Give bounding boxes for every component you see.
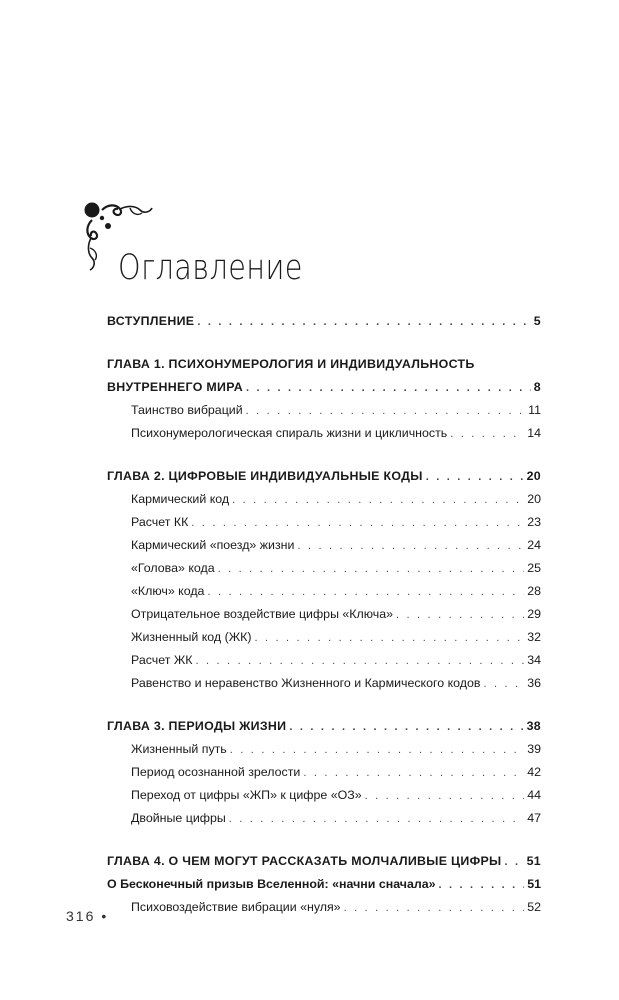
toc-item[interactable] [107,603,541,626]
toc-page-number: 47 [527,811,541,825]
page-title: Оглавление [118,248,303,288]
toc-entry-label: Отрицательное воздействие цифры «Ключа» [131,607,394,621]
dot-leader [450,423,524,446]
toc-entry-label: Равенство и неравенство Жизненного и Кармического кодов [131,676,481,690]
toc-page-number: 14 [527,426,541,440]
toc-item[interactable] [107,807,541,830]
toc-item[interactable] [107,672,541,695]
toc-entry-label: Переход от цифры «ЖП» к цифре «ОЗ» [131,788,362,802]
toc-page-number: 51 [526,854,541,868]
toc-page-number: 23 [527,515,541,529]
toc-intro[interactable] [107,310,541,333]
toc-entry-label: ГЛАВА 4. О ЧЕМ МОГУТ РАССКАЗАТЬ МОЛЧАЛИВЫЕ ЦИФРЫ [107,854,502,868]
toc-entry-label: ГЛАВА 3. ПЕРИОДЫ ЖИЗНИ [107,719,287,733]
toc-page-number: 38 [526,719,541,733]
dot-leader [196,650,525,673]
dot-leader [246,400,525,423]
toc-page-number: 29 [527,607,541,621]
toc-page-number: 42 [527,765,541,779]
dot-leader [191,512,524,535]
dot-leader [297,535,524,558]
dot-leader [255,627,525,650]
toc-page-number: 5 [533,314,541,328]
dot-leader [246,377,531,400]
toc-item[interactable] [107,511,541,534]
dot-leader [218,558,525,581]
toc-page-number: 24 [527,538,541,552]
toc-entry-label: Период осознанной зрелости [131,765,301,779]
toc-item[interactable] [107,896,541,919]
toc-page-number: 32 [527,630,541,644]
dot-leader [230,739,524,762]
dot-leader [439,874,525,897]
toc-entry-label: Таинство вибраций [131,403,243,417]
toc-entry-label: Психовоздействие вибрации «нуля» [131,900,341,914]
dot-leader [303,762,524,785]
dot-leader [365,785,525,808]
toc-entry-label: «Голова» кода [131,561,215,575]
toc-item[interactable] [107,784,541,807]
toc-page-number: 11 [528,403,541,417]
toc-chapter-1[interactable] [107,376,541,399]
toc-item[interactable] [107,761,541,784]
toc-item[interactable] [107,422,541,445]
toc-item[interactable] [107,399,541,422]
toc-item[interactable] [107,488,541,511]
toc-entry-label: ВНУТРЕННЕГО МИРА [107,380,243,394]
toc-chapter-3[interactable] [107,715,541,738]
toc-entry-label: ВСТУПЛЕНИЕ [107,314,195,328]
toc-chapter-1-title-line-1[interactable]: ГЛАВА 1. ПСИХОНУМЕРОЛОГИЯ И ИНДИВИДУАЛЬНОСТЬ [107,357,475,371]
table-of-contents [107,310,541,919]
toc-page-number: 25 [527,561,541,575]
toc-item[interactable] [107,626,541,649]
toc-chapter-2[interactable] [107,465,541,488]
toc-entry-label: ГЛАВА 2. ЦИФРОВЫЕ ИНДИВИДУАЛЬНЫЕ КОДЫ [107,469,423,483]
dot-leader [396,604,524,627]
toc-chapter-4[interactable] [107,850,541,873]
toc-entry-label: Жизненный код (ЖК) [131,630,252,644]
dot-leader [504,851,523,874]
dot-leader [207,581,524,604]
dot-leader [289,716,523,739]
toc-item[interactable] [107,580,541,603]
toc-entry-label: Жизненный путь [131,742,227,756]
toc-item-bold[interactable] [107,873,541,896]
toc-page-number: 44 [527,788,541,802]
toc-page-number: 20 [527,492,541,506]
toc-entry-label: Кармический «поезд» жизни [131,538,295,552]
toc-page-number: 39 [527,742,541,756]
bullet-icon: • [101,908,109,924]
toc-entry-label: Расчет КК [131,515,189,529]
toc-entry-label: Расчет ЖК [131,653,193,667]
toc-page-number: 52 [527,900,541,914]
toc-entry-label: Психонумерологическая спираль жизни и цикличность [131,426,448,440]
toc-entry-label: Кармический код [131,492,230,506]
toc-page-number: 8 [533,380,541,394]
toc-entry-label: Двойные цифры [131,811,226,825]
page-footer [66,908,108,924]
toc-page-number: 51 [527,877,541,891]
toc-item[interactable] [107,534,541,557]
dot-leader [232,489,524,512]
toc-entry-label: «Ключ» кода [131,584,205,598]
dot-leader [197,311,530,334]
toc-page-number: 36 [527,676,541,690]
toc-item[interactable] [107,738,541,761]
toc-entry-label: О Бесконечный призыв Вселенной: «начни сначала» [107,877,436,891]
dot-leader [426,466,524,489]
toc-page-number: 28 [527,584,541,598]
toc-item[interactable] [107,649,541,672]
toc-item[interactable] [107,557,541,580]
page-number: 316 [66,908,96,924]
toc-page-number: 34 [527,653,541,667]
toc-page-number: 20 [526,469,541,483]
dot-leader [483,673,524,696]
dot-leader [344,897,525,920]
dot-leader [229,808,524,831]
